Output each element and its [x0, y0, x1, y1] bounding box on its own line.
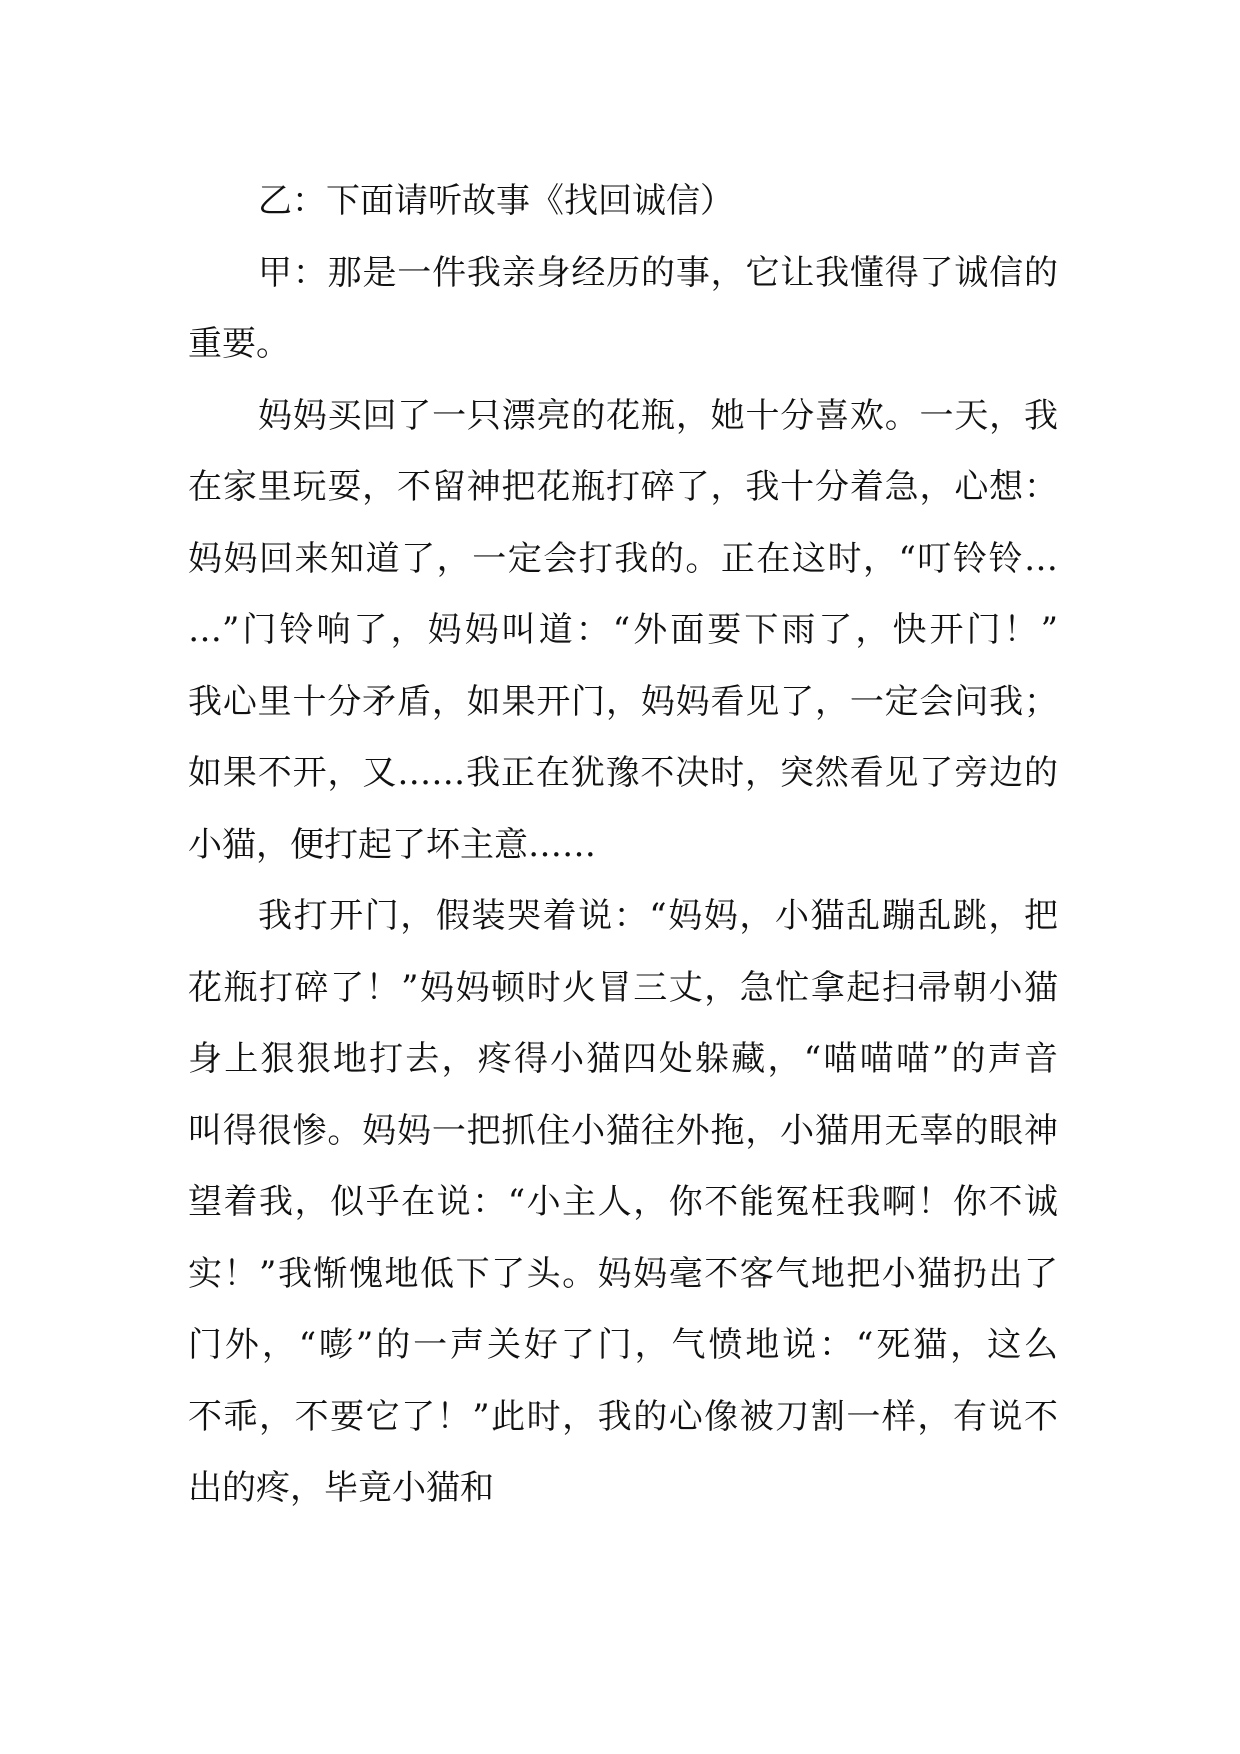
dialogue-line-yi: 乙：下面请听故事《找回诚信） — [258, 181, 734, 221]
text-line: 如果不开，又……我正在犹豫不决时，突然看见了旁边的 — [188, 753, 1058, 793]
text-line: 叫得很惨。妈妈一把抓住小猫往外拖，小猫用无辜的眼神 — [188, 1110, 1058, 1151]
paragraph-start: 我打开门，假装哭着说：“妈妈，小猫乱蹦乱跳，把 — [258, 896, 1058, 936]
text-line: 花瓶打碎了！”妈妈顿时火冒三丈，急忙拿起扫帚朝小猫 — [188, 967, 1058, 1008]
text-line: 妈妈回来知道了，一定会打我的。正在这时，“叮铃铃… — [188, 538, 1058, 579]
paragraph-start: 妈妈买回了一只漂亮的花瓶，她十分喜欢。一天，我 — [258, 395, 1058, 436]
text-line: 望着我，似乎在说：“小主人，你不能冤枉我啊！你不诚 — [188, 1182, 1058, 1222]
text-line: 实！”我惭愧地低下了头。妈妈毫不客气地把小猫扔出了 — [188, 1253, 1058, 1294]
story-text — [188, 166, 1058, 1525]
text-line: 出的疼，毕竟小猫和 — [188, 1468, 494, 1508]
text-line: …”门铃响了，妈妈叫道：“外面要下雨了，快开门！” — [188, 610, 1058, 650]
dialogue-line-jia: 甲：那是一件我亲身经历的事，它让我懂得了诚信的 — [258, 252, 1058, 293]
text-line: 我心里十分矛盾，如果开门，妈妈看见了，一定会问我； — [188, 681, 1058, 722]
text-line: 不乖，不要它了！”此时，我的心像被刀割一样，有说不 — [188, 1396, 1058, 1437]
text-line: 小猫，便打起了坏主意…… — [188, 824, 596, 865]
text-line: 重要。 — [188, 324, 290, 364]
text-line: 身上狠狠地打去，疼得小猫四处躲藏，“喵喵喵”的声音 — [188, 1039, 1058, 1079]
text-line: 在家里玩耍，不留神把花瓶打碎了，我十分着急，心想： — [188, 467, 1058, 507]
text-line: 门外，“嘭”的一声关好了门，气愤地说：“死猫，这么 — [188, 1325, 1058, 1365]
